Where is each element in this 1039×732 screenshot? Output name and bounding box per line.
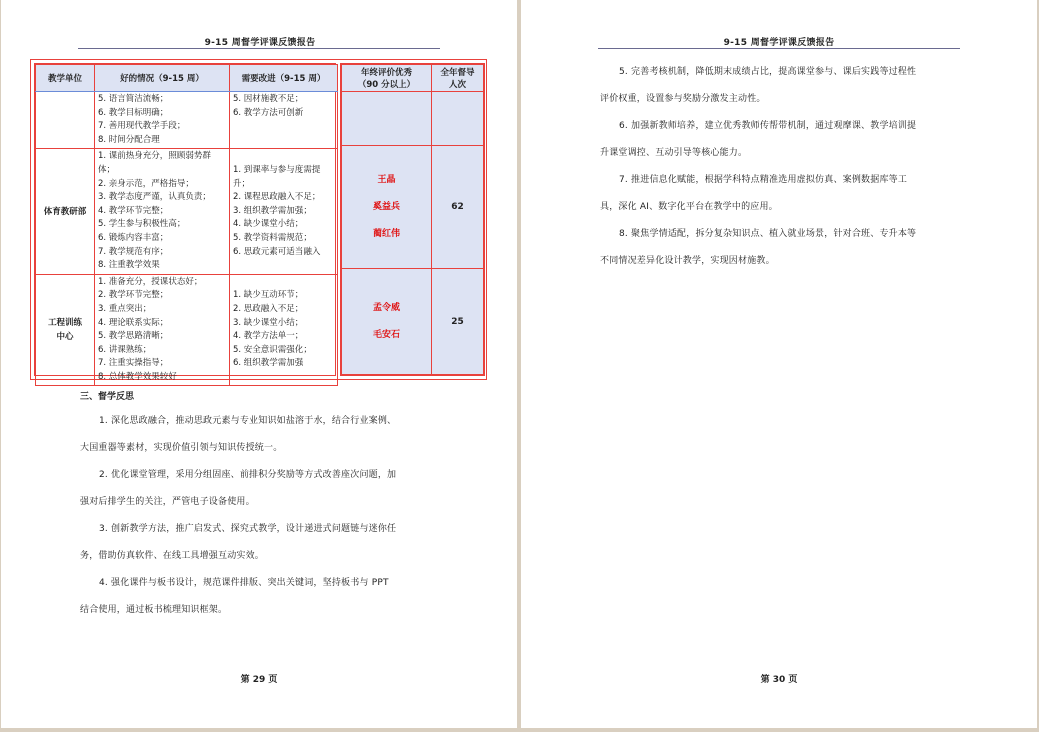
col-header-count: 全年督导 人次 bbox=[432, 65, 484, 92]
improve-list bbox=[230, 92, 338, 149]
teacher-name: 奚益兵 bbox=[372, 201, 400, 212]
paragraph: 6. 加强新教师培养，建立优秀教师传帮带机制，通过观摩课、教学培训提 升课堂调控、互动引导等核心能力。 bbox=[600, 121, 917, 158]
page-29 bbox=[1, 0, 517, 728]
list-item: 升； bbox=[233, 178, 251, 189]
table-row bbox=[342, 146, 484, 269]
paragraph: 4. 强化课件与板书设计，规范课件排版、突出关键词，坚持板书与 PPT 结合使用，通过板书梳理知识框架。 bbox=[80, 578, 389, 615]
page-number: 第 29 页 bbox=[240, 675, 278, 685]
list-item: 8. 总体教学效果较好 bbox=[98, 371, 177, 382]
feedback-table-right bbox=[340, 63, 485, 376]
paragraph: 7. 推进信息化赋能，根据学科特点精准选用虚拟仿真、案例数据库等工 具，深化 AI、数字化平台在教学中的应用。 bbox=[600, 175, 908, 212]
list-item: 5. 安全意识需强化； bbox=[233, 344, 312, 355]
good-list bbox=[95, 149, 230, 274]
header-rule bbox=[598, 48, 960, 49]
teacher-name: 蔺红伟 bbox=[372, 228, 400, 239]
list-item: 7. 注重实操指导； bbox=[98, 358, 169, 369]
list-item: 6. 教学方法可创新 bbox=[233, 107, 304, 118]
list-item: 4. 缺少课堂小结； bbox=[233, 219, 304, 230]
unit-cell bbox=[36, 92, 95, 149]
improve-list bbox=[230, 274, 338, 386]
paragraph: 1. 深化思政融合，推动思政元素与专业知识如盐溶于水，结合行业案例、 大国重器等素材，实现价值引领与知识传授统一。 bbox=[80, 416, 397, 453]
list-item: 6. 思政元素可适当融入 bbox=[233, 246, 321, 257]
list-item: 6. 教学目标明确； bbox=[98, 107, 169, 118]
list-item: 6. 讲课熟练； bbox=[98, 344, 152, 355]
list-item: 5. 教学资料需规范； bbox=[233, 232, 312, 243]
col-header-unit: 教学单位 bbox=[36, 65, 95, 92]
table-row bbox=[36, 92, 338, 149]
list-item: 8. 时间分配合理 bbox=[98, 134, 160, 145]
list-item: 2. 思政融入不足； bbox=[233, 303, 304, 314]
teacher-name: 孟令威 bbox=[372, 302, 400, 313]
unit-cell: 体育教研部 bbox=[36, 149, 95, 274]
good-list bbox=[95, 92, 230, 149]
list-item: 7. 善用现代教学手段； bbox=[98, 121, 186, 132]
table-row bbox=[342, 92, 484, 146]
names-cell bbox=[342, 269, 432, 375]
list-item: 5. 语言简洁流畅； bbox=[98, 94, 169, 104]
table-row bbox=[36, 149, 338, 274]
page-header-title: 9-15 周督学评课反馈报告 bbox=[204, 38, 316, 48]
list-item: 3. 组织教学需加强； bbox=[233, 205, 312, 216]
page-number: 第 30 页 bbox=[760, 675, 798, 685]
count-cell: 62 bbox=[432, 146, 484, 269]
list-item: 1. 到课率与参与度需提 bbox=[233, 164, 321, 175]
list-item: 5. 因材施教不足； bbox=[233, 94, 304, 104]
list-item: 3. 重点突出； bbox=[98, 303, 152, 314]
good-list bbox=[95, 274, 230, 386]
paragraph: 8. 聚焦学情适配，拆分复杂知识点、植入就业场景，针对合班、专升本等 不同情况差异化设计教学，实现因材施教。 bbox=[600, 229, 917, 266]
list-item: 3. 缺少课堂小结； bbox=[233, 317, 304, 328]
list-item: 8. 注重教学效果 bbox=[98, 260, 160, 271]
feedback-table bbox=[30, 59, 487, 380]
paragraph: 5. 完善考核机制，降低期末成绩占比，提高课堂参与、课后实践等过程性 评价权重，设置参与奖励分激发主动性。 bbox=[600, 67, 917, 104]
header-rule bbox=[78, 48, 440, 49]
list-item: 6. 锻炼内容丰富； bbox=[98, 232, 169, 243]
teacher-name: 王晶 bbox=[377, 174, 396, 185]
list-item: 4. 理论联系实际； bbox=[98, 317, 169, 328]
page-30 bbox=[521, 0, 1037, 728]
names-cell bbox=[342, 92, 432, 146]
list-item: 1. 缺少互动环节； bbox=[233, 290, 304, 301]
list-item: 7. 教学规范有序； bbox=[98, 246, 169, 257]
count-cell bbox=[432, 92, 484, 146]
list-item: 6. 组织教学需加强 bbox=[233, 358, 304, 369]
list-item: 5. 教学思路清晰； bbox=[98, 331, 169, 342]
list-item: 5. 学生参与积极性高； bbox=[98, 219, 186, 230]
list-item: 2. 教学环节完整； bbox=[98, 290, 169, 301]
list-item: 1. 准备充分，授课状态好； bbox=[98, 276, 203, 287]
list-item: 1. 课前热身充分，照顾弱势群 bbox=[98, 151, 211, 162]
section-title: 三、督学反思 bbox=[80, 392, 135, 402]
count-cell: 25 bbox=[432, 269, 484, 375]
feedback-table-left bbox=[34, 63, 336, 382]
col-header-good: 好的情况（9-15 周） bbox=[95, 65, 230, 92]
list-item: 4. 教学方法单一； bbox=[233, 331, 304, 342]
improve-list bbox=[230, 149, 338, 274]
list-item: 体； bbox=[98, 164, 116, 175]
list-item: 2. 亲身示范，严格指导； bbox=[98, 178, 194, 189]
list-item: 3. 教学态度严谨，认真负责； bbox=[98, 192, 211, 203]
col-header-excellent: 年终评价优秀 （90 分以上） bbox=[342, 65, 432, 92]
table-row bbox=[342, 269, 484, 375]
names-cell bbox=[342, 146, 432, 269]
page-header-title: 9-15 周督学评课反馈报告 bbox=[723, 38, 835, 48]
teacher-name: 毛安石 bbox=[372, 329, 400, 340]
unit-cell: 工程训练 中心 bbox=[36, 274, 95, 386]
paragraph: 2. 优化课堂管理，采用分组固座、前排积分奖励等方式改善座次问题，加 强对后排学生的关注，严管电子设备使用。 bbox=[80, 470, 397, 507]
list-item: 4. 教学环节完整； bbox=[98, 205, 169, 216]
list-item: 2. 课程思政融入不足； bbox=[233, 192, 321, 203]
col-header-improve: 需要改进（9-15 周） bbox=[230, 65, 338, 92]
table-row bbox=[36, 274, 338, 386]
paragraph: 3. 创新教学方法，推广启发式、探究式教学，设计递进式问题链与迷你任 务，借助仿真软件、在线工具增强互动实效。 bbox=[80, 524, 397, 561]
